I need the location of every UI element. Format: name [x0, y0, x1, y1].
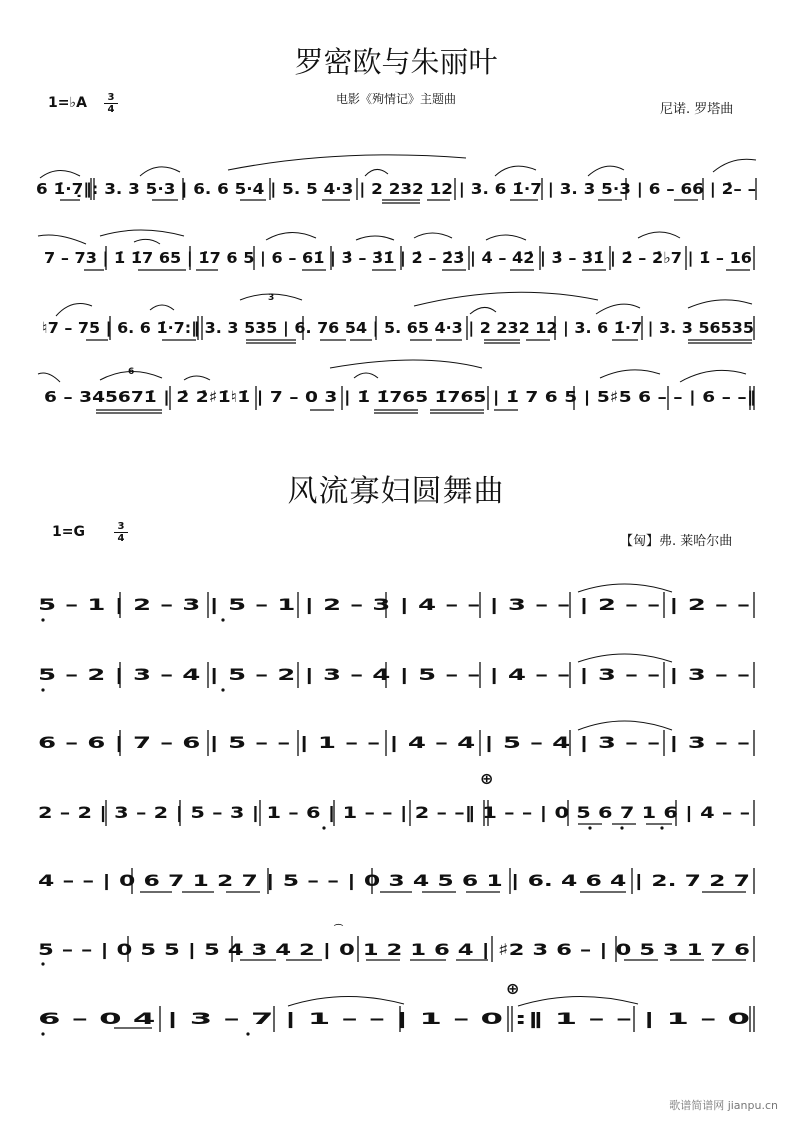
song2-line-4: [38, 769, 754, 830]
svg-text:2 – 2 | 3 – 2 | 5 – 3 | 1 – 6: 2 – 2 | 3 – 2 | 5 – 3 | 1 – 6 | 1 – – | 2 – –‖ 1 – – | 0 5 6 7 1 6 | 4 – –: [38, 803, 584, 822]
svg-text:⌒: ⌒: [334, 925, 344, 935]
svg-text:5 – – | 0 5 5 | 5 4 3 4 2 | 0: 5 – – | 0 5 5 | 5 4 3 4 2 | 0 1 2 1 6 4 | ♯2 3 6 – | 0 5 3 1 7 6: [38, 940, 539, 959]
song2-time-bottom: 4: [114, 532, 128, 544]
svg-text:6 1̇·7̣‖: 3. 3 5·3 | 6. 6 5·4: 6 1̇·7̣‖: 3. 3 5·3 | 6. 6 5·4 | 5. 5 4·3 | 2 232 12 | 3. 6 1̇·7 | 3. 3 5·3 | 6 – 66 | 2̇– –: [36, 180, 701, 198]
song2-key: 1=G: [52, 524, 85, 540]
song1-line-3: [42, 292, 754, 343]
svg-text:6 – 6 | 7 – 6 | 5 – – | 1 – –: 6 – 6 | 7 – 6 | 5 – – | 1 – – | 4 – 4 | 5 – 4 | 3 – – | 3 – –: [38, 733, 476, 752]
svg-text:⊕: ⊕: [480, 769, 494, 788]
svg-text:5 – 1 | 2 – 3 | 5 – 1 | 2 – 3: 5 – 1 | 2 – 3 | 5 – 1 | 2 – 3 | 4 – – | 3 – – | 2 – – | 2 – –: [38, 595, 476, 614]
song1-subtitle: 电影《殉情记》主题曲: [335, 92, 456, 106]
svg-text:6 – 345671̇ | 2̇ 2̇♯1̇♮1̇ | 7: 6 – 345671̇ | 2̇ 2̇♯1̇♮1̇ | 7 – 0 3 | 1̇ 1̇765 1̇765 | 1̇ 7 6 5 | 5♯5 6 – – | 6 – –‖: [44, 388, 639, 406]
song1-time-top: 3: [107, 92, 115, 103]
song2-title: 风流寡妇圆舞曲: [287, 474, 505, 509]
svg-text:⊕: ⊕: [506, 979, 520, 998]
svg-text:3: 3: [268, 293, 275, 303]
svg-text:6: 6: [128, 367, 135, 377]
song2-line-2: [38, 654, 754, 692]
song2-line-1: [38, 584, 754, 622]
song1-line-1: [36, 155, 756, 203]
song2-line-3: [38, 721, 754, 756]
song1-composer: 尼诺. 罗塔曲: [660, 102, 734, 117]
song2-composer: 【匈】弗. 莱哈尔曲: [620, 534, 733, 549]
song1-title: 罗密欧与朱丽叶: [294, 45, 498, 79]
song1-time-bottom: 4: [104, 103, 118, 115]
song1-line-4: [38, 360, 756, 413]
svg-text:6 – 0 4 | 3 – 7 | 1 – – | 1 –: 6 – 0 4 | 3 – 7 | 1 – – | 1 – 0 :‖ 1 – – | 1 – 0: [38, 1009, 391, 1028]
song2-line-5: [38, 868, 754, 894]
song1-line-2: [38, 230, 754, 270]
song2-line-7: [38, 979, 754, 1036]
watermark: 歌谱简谱网 jianpu.cn: [669, 1099, 778, 1112]
song2-time-top: 3: [117, 521, 125, 532]
song1-key: 1=♭A: [48, 95, 87, 111]
svg-text:4 – – | 0 6 7 1 2 7 | 5 – – |: 4 – – | 0 6 7 1 2 7 | 5 – – | 0 3 4 5 6 1 | 6. 4 6 4 | 2. 7 2 7: [38, 871, 524, 890]
svg-text:♮7 – 75 | 6. 6 1̇·7:‖ 3. 3 535: ♮7 – 75 | 6. 6 1̇·7:‖ 3. 3 535 | 6. 76 54 | 5. 65 4·3 | 2 232 12 | 3. 6 1̇·7 | 3. 3 56535: [42, 319, 734, 337]
song2-line-6: [38, 923, 754, 966]
svg-text:5 – 2 | 3 – 4 | 5 – 2 | 3 – 4: 5 – 2 | 3 – 4 | 5 – 2 | 3 – 4 | 5 – – | 4 – – | 3 – – | 3 – –: [38, 665, 476, 684]
svg-text:7 – 73 | 1̇ 1̇7 65 | 1̇7 6 5 |: 7 – 73 | 1̇ 1̇7 65 | 1̇7 6 5 | 6 – 61̇ | 3̇ – 3̇1̇ | 2̇ – 2̇3̇ | 4̇ – 4̇2̇ | 3̇ – 3̇1̇ | 2̇ – 2̇♭7 | 1̇ – 16: [44, 249, 726, 267]
